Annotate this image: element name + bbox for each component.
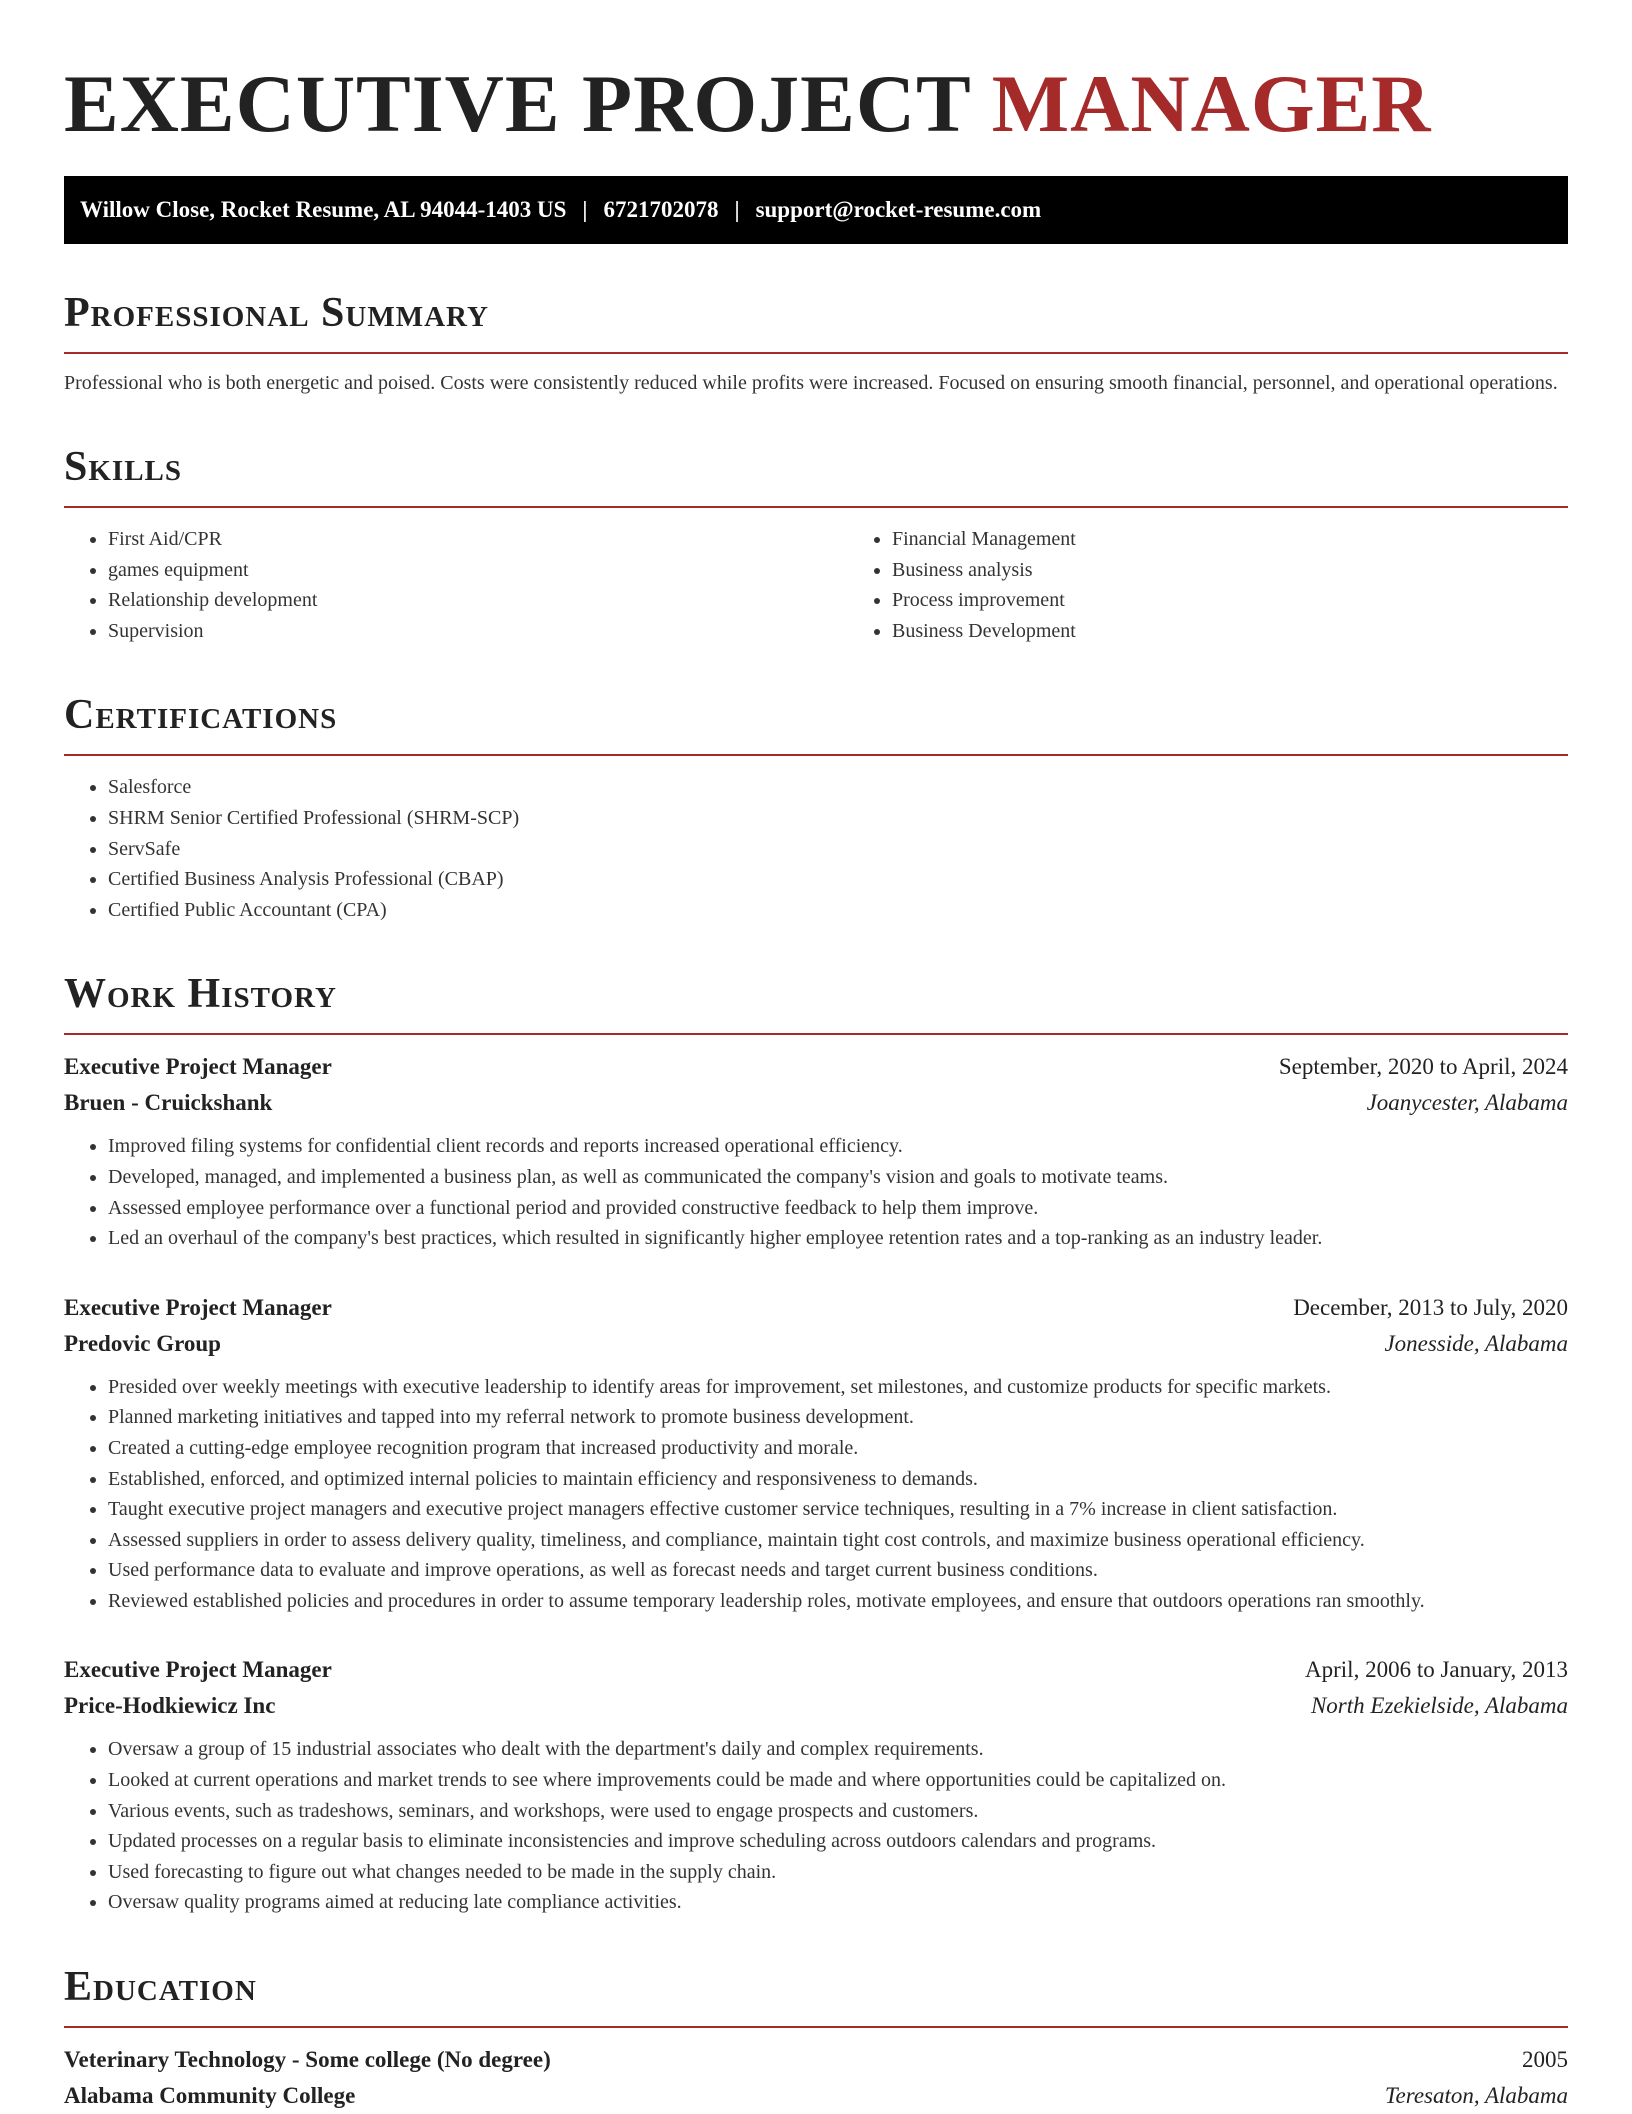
skill-item: • Financial Management bbox=[892, 524, 1632, 555]
job-location: Jonesside, Alabama bbox=[1384, 1330, 1568, 1356]
contact-bar bbox=[64, 176, 1568, 244]
job-bullet: • Used forecasting to figure out what changes needed to be made in the supply chain. bbox=[108, 1857, 1568, 1888]
job-bullets bbox=[64, 1734, 1568, 1918]
job-company-row bbox=[64, 1085, 1568, 1121]
summary-section bbox=[64, 288, 1568, 398]
job-bullets bbox=[64, 1372, 1568, 1617]
certifications-section bbox=[64, 690, 1568, 925]
name-first: EXECUTIVE PROJECT bbox=[64, 58, 971, 149]
skills-heading: Skills bbox=[64, 442, 1568, 508]
job-bullet: • Planned marketing initiatives and tapped into my referral network to promote business development. bbox=[108, 1402, 1568, 1433]
job-title: Executive Project Manager bbox=[64, 1294, 332, 1320]
skill-item: • First Aid/CPR bbox=[108, 524, 848, 555]
job-bullet: • Oversaw a group of 15 industrial associates who dealt with the department's daily and complex requirements. bbox=[108, 1734, 1568, 1765]
education-header-row bbox=[64, 2042, 1568, 2078]
job-entry bbox=[64, 1290, 1568, 1617]
skill-item: • Process improvement bbox=[892, 585, 1632, 616]
job-location: Joanycester, Alabama bbox=[1366, 1090, 1568, 1116]
summary-heading: Professional Summary bbox=[64, 288, 1568, 354]
contact-separator: | bbox=[734, 197, 740, 222]
education-section bbox=[64, 1962, 1568, 2114]
job-bullet: • Updated processes on a regular basis to eliminate inconsistencies and improve scheduling across outdoors calendars and programs. bbox=[108, 1826, 1568, 1857]
job-bullet: • Assessed suppliers in order to assess delivery quality, timeliness, and compliance, maintain tight cost controls, and maximize business operational efficiency. bbox=[108, 1525, 1568, 1556]
job-company-row bbox=[64, 1688, 1568, 1724]
skills-list-left bbox=[64, 524, 848, 646]
education-school-row bbox=[64, 2078, 1568, 2114]
job-header-row bbox=[64, 1290, 1568, 1326]
name-last: MANAGER bbox=[991, 58, 1432, 149]
job-company: Bruen - Cruickshank bbox=[64, 1090, 273, 1116]
job-dates: September, 2020 to April, 2024 bbox=[1278, 1054, 1568, 1080]
resume-page bbox=[64, 0, 1568, 2114]
job-company-row bbox=[64, 1326, 1568, 1362]
contact-separator: | bbox=[582, 197, 588, 222]
job-bullet: • Established, enforced, and optimized internal policies to maintain efficiency and responsiveness to demands. bbox=[108, 1464, 1568, 1495]
job-bullet: • Taught executive project managers and executive project managers effective customer service techniques, resulting in a 7% increase in client satisfaction. bbox=[108, 1494, 1568, 1525]
job-company: Price-Hodkiewicz Inc bbox=[64, 1693, 276, 1719]
job-header-row bbox=[64, 1049, 1568, 1085]
job-location: North Ezekielside, Alabama bbox=[1310, 1693, 1568, 1719]
contact-email[interactable]: support@rocket-resume.com bbox=[755, 197, 1042, 222]
job-entry bbox=[64, 1652, 1568, 1918]
job-bullet: • Various events, such as tradeshows, seminars, and workshops, were used to engage prospects and customers. bbox=[108, 1796, 1568, 1827]
resume-name bbox=[64, 56, 1568, 152]
job-title: Executive Project Manager bbox=[64, 1657, 332, 1683]
job-bullet: • Improved filing systems for confidential client records and reports increased operational efficiency. bbox=[108, 1131, 1568, 1162]
job-bullets bbox=[64, 1131, 1568, 1253]
certification-item: • Certified Business Analysis Professional (CBAP) bbox=[108, 864, 1568, 895]
job-company: Predovic Group bbox=[64, 1330, 221, 1356]
skill-item: • games equipment bbox=[108, 555, 848, 586]
education-degree: Veterinary Technology - Some college (No degree) bbox=[64, 2047, 551, 2073]
job-title: Executive Project Manager bbox=[64, 1054, 332, 1080]
certifications-list bbox=[64, 772, 1568, 925]
job-bullet: • Reviewed established policies and procedures in order to assume temporary leadership roles, motivate employees, and ensure that outdoors operations ran smoothly. bbox=[108, 1586, 1568, 1617]
education-year: 2005 bbox=[1522, 2047, 1568, 2073]
job-bullet: • Developed, managed, and implemented a business plan, as well as communicated the company's vision and goals to motivate teams. bbox=[108, 1162, 1568, 1193]
skill-item: • Business Development bbox=[892, 616, 1632, 647]
skill-item: • Supervision bbox=[108, 616, 848, 647]
job-dates: December, 2013 to July, 2020 bbox=[1293, 1294, 1568, 1320]
job-bullet: • Led an overhaul of the company's best practices, which resulted in significantly higher employee retention rates and a top-ranking as an industry leader. bbox=[108, 1223, 1568, 1254]
skills-section bbox=[64, 442, 1568, 646]
job-bullet: • Oversaw quality programs aimed at reducing late compliance activities. bbox=[108, 1887, 1568, 1918]
work-history-section bbox=[64, 969, 1568, 1918]
summary-text: Professional who is both energetic and poised. Costs were consistently reduced while profits were increased. Focused on ensuring smooth financial, personnel, and operational operations. bbox=[64, 372, 1558, 394]
job-entry bbox=[64, 1049, 1568, 1253]
job-bullet: • Presided over weekly meetings with executive leadership to identify areas for improvement, set milestones, and customize products for specific markets. bbox=[108, 1372, 1568, 1403]
job-bullet: • Created a cutting-edge employee recognition program that increased productivity and morale. bbox=[108, 1433, 1568, 1464]
job-bullet: • Looked at current operations and market trends to see where improvements could be made and where opportunities could be capitalized on. bbox=[108, 1765, 1568, 1796]
certification-item: • SHRM Senior Certified Professional (SHRM-SCP) bbox=[108, 803, 1568, 834]
certification-item: • Salesforce bbox=[108, 772, 1568, 803]
skills-list-right bbox=[848, 524, 1632, 646]
work-history-heading: Work History bbox=[64, 969, 1568, 1035]
skill-item: • Relationship development bbox=[108, 585, 848, 616]
skill-item: • Business analysis bbox=[892, 555, 1632, 586]
job-dates: April, 2006 to January, 2013 bbox=[1305, 1657, 1568, 1683]
certification-item: • Certified Public Accountant (CPA) bbox=[108, 895, 1568, 926]
skills-grid bbox=[64, 508, 1568, 646]
job-bullet: • Assessed employee performance over a functional period and provided constructive feedback to help them improve. bbox=[108, 1193, 1568, 1224]
contact-phone: 6721702078 bbox=[603, 197, 719, 222]
education-school: Alabama Community College bbox=[64, 2083, 356, 2109]
education-entry bbox=[64, 2042, 1568, 2114]
education-heading: Education bbox=[64, 1962, 1568, 2028]
contact-address: Willow Close, Rocket Resume, AL 94044-1403 US bbox=[80, 197, 567, 222]
certifications-heading: Certifications bbox=[64, 690, 1568, 756]
education-location: Teresaton, Alabama bbox=[1384, 2083, 1568, 2109]
job-header-row bbox=[64, 1652, 1568, 1688]
job-bullet: • Used performance data to evaluate and improve operations, as well as forecast needs and target current business conditions. bbox=[108, 1555, 1568, 1586]
certification-item: • ServSafe bbox=[108, 834, 1568, 865]
